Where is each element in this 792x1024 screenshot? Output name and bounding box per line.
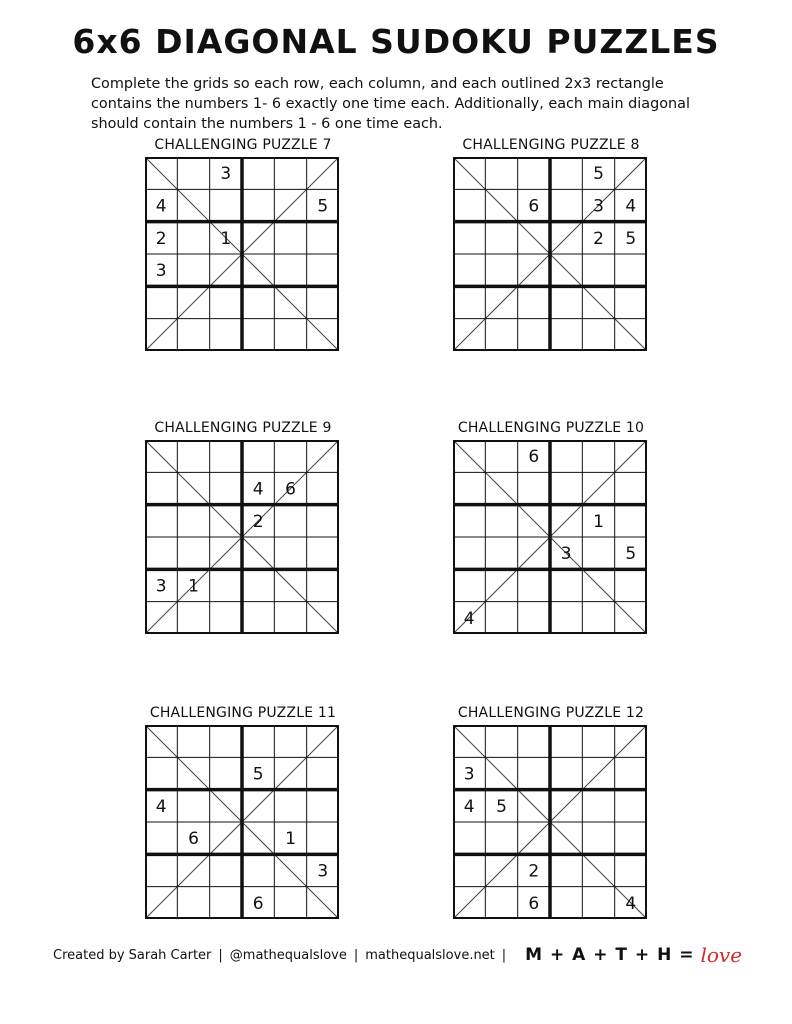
sudoku-cell[interactable] (615, 822, 647, 854)
sudoku-cell[interactable] (145, 472, 177, 504)
sudoku-cell[interactable] (177, 602, 209, 634)
page-title: 6x6 DIAGONAL SUDOKU PUZZLES (72, 22, 720, 61)
sudoku-cell[interactable] (582, 537, 614, 569)
sudoku-cell[interactable] (242, 286, 274, 318)
sudoku-cell[interactable] (582, 254, 614, 286)
sudoku-grid[interactable] (145, 440, 339, 634)
sudoku-cell[interactable] (210, 440, 242, 472)
sudoku-cell[interactable] (307, 790, 339, 822)
given-number: 3 (463, 764, 475, 785)
puzzle-7 (128, 137, 358, 387)
sudoku-cell[interactable] (307, 222, 339, 254)
sudoku-cell[interactable] (242, 602, 274, 634)
sudoku-cell[interactable] (307, 822, 339, 854)
sudoku-cell[interactable] (453, 189, 485, 221)
puzzle-9 (128, 420, 358, 670)
sudoku-cell[interactable] (550, 757, 582, 789)
sudoku-cell[interactable] (145, 286, 177, 318)
sudoku-cell[interactable] (615, 854, 647, 886)
given-number: 5 (252, 764, 264, 785)
given-number: 1 (188, 576, 199, 597)
given-number: 3 (220, 164, 232, 185)
sudoku-cell[interactable] (615, 286, 647, 318)
love-script-logo: love (700, 943, 743, 967)
puzzle-12 (436, 705, 666, 955)
sudoku-cell[interactable] (453, 254, 485, 286)
sudoku-cell[interactable] (307, 757, 339, 789)
sudoku-cell[interactable] (274, 254, 306, 286)
given-number: 4 (463, 796, 475, 817)
sudoku-cell[interactable] (210, 189, 242, 221)
sudoku-cell[interactable] (550, 602, 582, 634)
given-number: 4 (155, 796, 167, 817)
sudoku-cell[interactable] (582, 440, 614, 472)
footer-separator: | (353, 947, 359, 963)
sudoku-cell[interactable] (550, 472, 582, 504)
sudoku-grid[interactable] (145, 725, 339, 919)
sudoku-cell[interactable] (485, 222, 517, 254)
sudoku-cell[interactable] (615, 505, 647, 537)
given-number: 5 (625, 228, 637, 249)
sudoku-cell[interactable] (550, 319, 582, 351)
given-number: 4 (252, 479, 264, 500)
given-number: 5 (625, 544, 637, 565)
sudoku-cell[interactable] (485, 822, 517, 854)
sudoku-cell[interactable] (453, 854, 485, 886)
footer-credit: Created by Sarah Carter (53, 947, 212, 963)
sudoku-cell[interactable] (485, 887, 517, 919)
sudoku-cell[interactable] (177, 505, 209, 537)
given-number: 5 (593, 164, 604, 185)
sudoku-cell[interactable] (615, 569, 647, 601)
sudoku-cell[interactable] (550, 189, 582, 221)
puzzle-title: CHALLENGING PUZZLE 11 (149, 705, 337, 721)
puzzle-title: CHALLENGING PUZZLE 12 (457, 705, 645, 721)
sudoku-cell[interactable] (274, 602, 306, 634)
given-number: 4 (625, 196, 637, 217)
sudoku-cell[interactable] (453, 222, 485, 254)
footer-separator: | (218, 947, 223, 963)
given-number: 6 (528, 196, 540, 217)
sudoku-cell[interactable] (518, 757, 550, 789)
given-number: 3 (560, 544, 572, 565)
given-number: 4 (463, 608, 475, 629)
sudoku-cell[interactable] (453, 569, 485, 601)
sudoku-cell[interactable] (518, 319, 550, 351)
sudoku-cell[interactable] (307, 254, 339, 286)
sudoku-cell[interactable] (177, 254, 209, 286)
sudoku-cell[interactable] (582, 822, 614, 854)
instructions-line-1: Complete the grids so each row, each column, and each outlined 2x3 rectangle (91, 76, 664, 92)
given-number: 6 (285, 479, 296, 500)
sudoku-cell[interactable] (177, 222, 209, 254)
sudoku-cell[interactable] (210, 757, 242, 789)
sudoku-cell[interactable] (453, 537, 485, 569)
sudoku-cell[interactable] (242, 157, 274, 189)
sudoku-grid[interactable] (453, 440, 647, 634)
sudoku-cell[interactable] (550, 569, 582, 601)
sudoku-cell[interactable] (582, 319, 614, 351)
sudoku-cell[interactable] (582, 790, 614, 822)
sudoku-cell[interactable] (615, 790, 647, 822)
sudoku-cell[interactable] (550, 887, 582, 919)
given-number: 1 (593, 511, 604, 532)
sudoku-cell[interactable] (210, 887, 242, 919)
sudoku-grid[interactable] (453, 725, 647, 919)
puzzle-10 (436, 420, 666, 670)
sudoku-cell[interactable] (145, 505, 177, 537)
instructions-line-3: should contain the numbers 1 - 6 one time each. (91, 116, 443, 132)
sudoku-cell[interactable] (274, 537, 306, 569)
sudoku-cell[interactable] (274, 505, 306, 537)
sudoku-cell[interactable] (518, 472, 550, 504)
given-number: 4 (155, 196, 167, 217)
given-number: 6 (528, 893, 540, 914)
sudoku-grid[interactable] (145, 157, 339, 351)
sudoku-cell[interactable] (307, 537, 339, 569)
sudoku-cell[interactable] (485, 537, 517, 569)
given-number: 3 (155, 576, 167, 597)
given-number: 2 (252, 511, 264, 532)
sudoku-cell[interactable] (210, 286, 242, 318)
sudoku-cell[interactable] (550, 854, 582, 886)
puzzle-11 (128, 705, 358, 955)
sudoku-cell[interactable] (307, 472, 339, 504)
sudoku-cell[interactable] (453, 472, 485, 504)
given-number: 3 (317, 861, 329, 882)
footer-site: mathequalslove.net (365, 947, 495, 963)
math-logo: M + A + T + H = (525, 945, 695, 965)
sudoku-cell[interactable] (274, 725, 306, 757)
sudoku-cell[interactable] (582, 725, 614, 757)
sudoku-cell[interactable] (210, 854, 242, 886)
sudoku-cell[interactable] (453, 505, 485, 537)
sudoku-cell[interactable] (582, 602, 614, 634)
sudoku-cell[interactable] (177, 537, 209, 569)
sudoku-cell[interactable] (242, 189, 274, 221)
sudoku-cell[interactable] (274, 222, 306, 254)
sudoku-cell[interactable] (242, 569, 274, 601)
sudoku-cell[interactable] (210, 602, 242, 634)
sudoku-cell[interactable] (242, 854, 274, 886)
sudoku-cell[interactable] (615, 757, 647, 789)
puzzle-title: CHALLENGING PUZZLE 8 (462, 137, 640, 153)
sudoku-cell[interactable] (485, 602, 517, 634)
sudoku-cell[interactable] (518, 569, 550, 601)
given-number: 6 (188, 829, 199, 850)
sudoku-grid[interactable] (453, 157, 647, 351)
sudoku-cell[interactable] (274, 790, 306, 822)
sudoku-cell[interactable] (453, 286, 485, 318)
sudoku-cell[interactable] (177, 440, 209, 472)
sudoku-cell[interactable] (485, 254, 517, 286)
sudoku-cell[interactable] (307, 286, 339, 318)
sudoku-cell[interactable] (307, 569, 339, 601)
given-number: 5 (496, 796, 507, 817)
sudoku-cell[interactable] (242, 319, 274, 351)
given-number: 1 (285, 829, 296, 850)
sudoku-cell[interactable] (485, 157, 517, 189)
sudoku-cell[interactable] (145, 537, 177, 569)
sudoku-cell[interactable] (177, 887, 209, 919)
sudoku-cell[interactable] (485, 440, 517, 472)
sudoku-cell[interactable] (145, 822, 177, 854)
given-number: 4 (625, 893, 637, 914)
given-number: 2 (155, 228, 167, 249)
sudoku-cell[interactable] (615, 472, 647, 504)
given-number: 6 (528, 447, 540, 468)
sudoku-cell[interactable] (177, 725, 209, 757)
sudoku-cell[interactable] (145, 854, 177, 886)
sudoku-cell[interactable] (177, 790, 209, 822)
sudoku-cell[interactable] (274, 887, 306, 919)
sudoku-cell[interactable] (550, 440, 582, 472)
instructions-line-2: contains the numbers 1- 6 exactly one time each. Additionally, each main diagonal (91, 96, 690, 112)
given-number: 5 (317, 196, 329, 217)
given-number: 2 (528, 861, 540, 882)
puzzle-title: CHALLENGING PUZZLE 7 (154, 137, 332, 153)
sudoku-cell[interactable] (210, 319, 242, 351)
sudoku-cell[interactable] (550, 157, 582, 189)
sudoku-cell[interactable] (453, 822, 485, 854)
sudoku-cell[interactable] (485, 319, 517, 351)
puzzle-title: CHALLENGING PUZZLE 9 (154, 420, 332, 436)
sudoku-cell[interactable] (242, 440, 274, 472)
sudoku-cell[interactable] (582, 887, 614, 919)
sudoku-cell[interactable] (307, 505, 339, 537)
footer-handle: @mathequalslove (229, 947, 347, 963)
given-number: 6 (252, 893, 264, 914)
instructions (91, 74, 741, 134)
sudoku-cell[interactable] (177, 157, 209, 189)
given-number: 3 (155, 261, 167, 282)
sudoku-cell[interactable] (485, 725, 517, 757)
given-number: 1 (220, 228, 232, 249)
sudoku-cell[interactable] (274, 319, 306, 351)
puzzle-8 (436, 137, 666, 387)
footer (53, 942, 753, 968)
given-number: 2 (593, 228, 604, 249)
sudoku-cell[interactable] (242, 725, 274, 757)
sudoku-cell[interactable] (210, 472, 242, 504)
sudoku-cell[interactable] (518, 157, 550, 189)
sudoku-cell[interactable] (518, 602, 550, 634)
sudoku-cell[interactable] (274, 440, 306, 472)
sudoku-cell[interactable] (485, 505, 517, 537)
sudoku-cell[interactable] (518, 725, 550, 757)
sudoku-cell[interactable] (550, 725, 582, 757)
sudoku-cell[interactable] (177, 319, 209, 351)
sudoku-cell[interactable] (210, 569, 242, 601)
sudoku-cell[interactable] (210, 725, 242, 757)
sudoku-cell[interactable] (518, 286, 550, 318)
puzzle-title: CHALLENGING PUZZLE 10 (457, 420, 645, 436)
footer-separator: | (501, 947, 507, 963)
sudoku-cell[interactable] (615, 254, 647, 286)
sudoku-cell[interactable] (274, 157, 306, 189)
sudoku-cell[interactable] (550, 286, 582, 318)
sudoku-cell[interactable] (145, 757, 177, 789)
given-number: 3 (593, 196, 604, 217)
